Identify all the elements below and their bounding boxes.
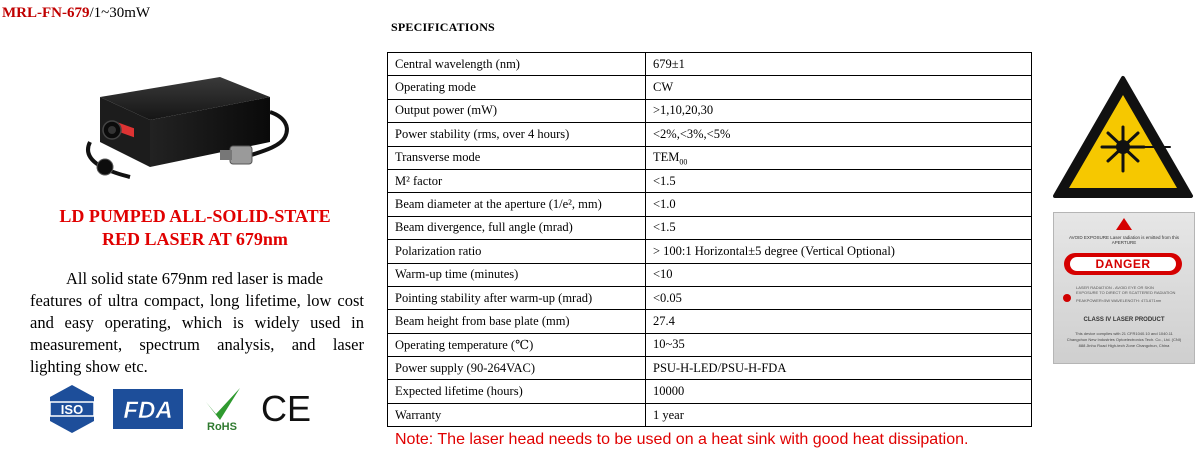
spec-param: Beam height from base plate (mm) — [388, 310, 646, 333]
spec-param: Output power (mW) — [388, 99, 646, 122]
complies-line1: This device complies with 21 CFR1040.10 and 1040.11 — [1075, 331, 1173, 336]
table-row — [388, 310, 1032, 333]
spec-value: <10 — [646, 263, 1032, 286]
model-heading — [2, 5, 150, 22]
spec-value: 679±1 — [646, 53, 1032, 76]
table-row — [388, 333, 1032, 356]
spec-param: Transverse mode — [388, 146, 646, 169]
spec-value: <1.5 — [646, 216, 1032, 239]
spec-value: <2%,<3%,<5% — [646, 123, 1032, 146]
complies-line3: 888 Jinhu Road High-tech Zone Changchun, China — [1078, 343, 1170, 348]
power-line: PEAKPOWER<5W WAVELENGTH: 473-671nm — [1076, 298, 1162, 303]
laser-aperture-icon — [1063, 294, 1071, 302]
laser-hazard-sign — [1052, 75, 1194, 200]
laser-product-image — [70, 72, 305, 192]
product-description — [30, 268, 364, 378]
spec-param: Power stability (rms, over 4 hours) — [388, 123, 646, 146]
table-row — [388, 53, 1032, 76]
spec-value: >1,10,20,30 — [646, 99, 1032, 122]
description-rest: features of ultra compact, long lifetime, low cost and easy operating, which is widely used in measurement, spectrum analysis, and laser lighting show etc. — [30, 291, 364, 376]
fda-text: FDA — [123, 397, 173, 424]
table-row — [388, 193, 1032, 216]
table-row — [388, 99, 1032, 122]
spec-param: Pointing stability after warm-up (mrad) — [388, 286, 646, 309]
spec-param: Beam divergence, full angle (mrad) — [388, 216, 646, 239]
spec-value: 10~35 — [646, 333, 1032, 356]
table-row — [388, 76, 1032, 99]
spec-value: CW — [646, 76, 1032, 99]
model-number: MRL-FN-679 — [2, 5, 90, 21]
danger-banner — [1064, 253, 1182, 275]
spec-param: Expected lifetime (hours) — [388, 380, 646, 403]
avoid-exposure-text: AVOID EXPOSURE Laser radiation is emitted from this APERTURE — [1069, 235, 1179, 245]
ce-logo — [258, 388, 314, 428]
table-row — [388, 263, 1032, 286]
laser-class-text: CLASS IV LASER PRODUCT — [1083, 317, 1165, 323]
power-range: /1~30mW — [89, 5, 151, 21]
specifications-heading: SPECIFICATIONS — [391, 20, 495, 34]
table-row — [388, 357, 1032, 380]
spec-param: Operating mode — [388, 76, 646, 99]
table-row — [388, 286, 1032, 309]
spec-value: 10000 — [646, 380, 1032, 403]
spec-param: Polarization ratio — [388, 240, 646, 263]
complies-line2: Changchun New Industries Optoelectronics Tech. Co., Ltd. (CNI) — [1066, 337, 1182, 342]
spec-value: 1 year — [646, 403, 1032, 426]
spec-value: <1.0 — [646, 193, 1032, 216]
spec-value: > 100:1 Horizontal±5 degree (Vertical Optional) — [646, 240, 1032, 263]
table-row — [388, 240, 1032, 263]
spec-value: <0.05 — [646, 286, 1032, 309]
spec-param: Warm-up time (minutes) — [388, 263, 646, 286]
spec-value: <1.5 — [646, 169, 1032, 192]
product-title-line2: RED LASER AT 679nm — [102, 229, 288, 249]
warning-triangle-icon — [1115, 217, 1133, 231]
spec-param: Central wavelength (nm) — [388, 53, 646, 76]
table-row — [388, 146, 1032, 169]
spec-param: Warranty — [388, 403, 646, 426]
radiation-warning — [1076, 285, 1190, 303]
product-title-line1: LD PUMPED ALL-SOLID-STATE — [59, 206, 331, 226]
fda-logo — [112, 388, 184, 430]
spec-value: 27.4 — [646, 310, 1032, 333]
heat-sink-note: Note: The laser head needs to be used on a heat sink with good heat dissipation. — [395, 431, 969, 448]
danger-label — [1053, 212, 1195, 364]
rohs-logo — [202, 386, 246, 432]
description-line1: All solid state 679nm red laser is made — [66, 269, 324, 288]
ce-text: CE — [260, 388, 312, 428]
spec-value: $TEM_{00}$ — [646, 146, 1032, 169]
rohs-text: RoHS — [207, 421, 237, 432]
spec-param: Operating temperature (℃) — [388, 333, 646, 356]
iso-text: ISO — [60, 402, 84, 417]
iso-logo — [46, 384, 98, 434]
table-row — [388, 123, 1032, 146]
radiation-line1: LASER RADIATION - AVOID EYE OR SKIN — [1076, 285, 1154, 290]
spec-value: PSU-H-LED/PSU-H-FDA — [646, 357, 1032, 380]
spec-param: Beam diameter at the aperture (1/e², mm) — [388, 193, 646, 216]
table-row — [388, 403, 1032, 426]
certification-logos — [46, 384, 326, 434]
spec-param: Power supply (90-264VAC) — [388, 357, 646, 380]
spec-param: M² factor — [388, 169, 646, 192]
product-title — [10, 205, 380, 251]
table-row — [388, 169, 1032, 192]
radiation-line2: EXPOSURE TO DIRECT OR SCATTERED RADIATION — [1076, 290, 1176, 295]
compliance-text — [1059, 331, 1189, 349]
specifications-table — [387, 52, 1032, 427]
table-row — [388, 380, 1032, 403]
danger-text: DANGER — [1070, 257, 1176, 271]
table-row — [388, 216, 1032, 239]
